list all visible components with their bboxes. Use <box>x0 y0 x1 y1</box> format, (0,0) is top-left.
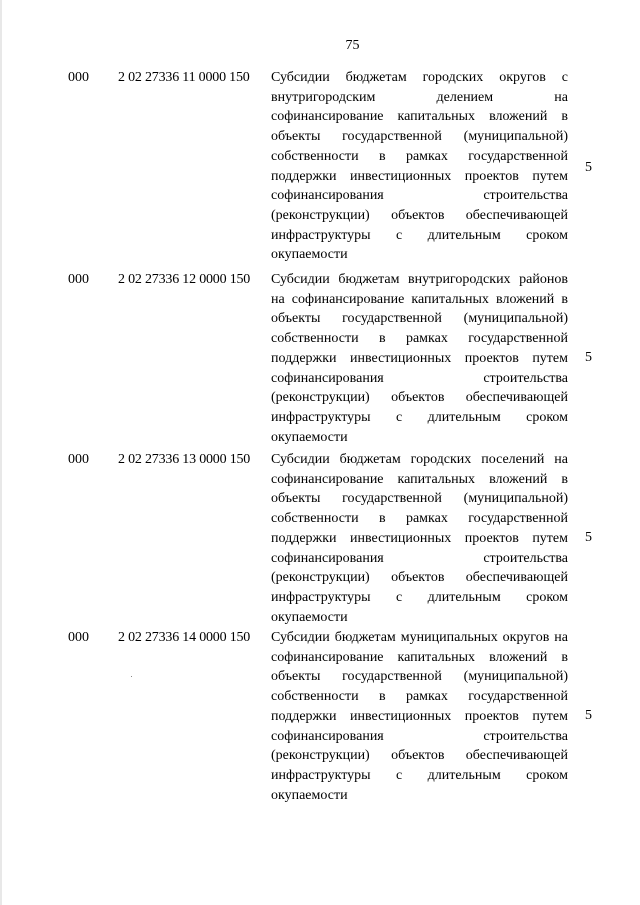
admin-code: 000 <box>68 452 89 467</box>
scan-speck <box>131 676 132 677</box>
kbk-code: 2 02 27336 12 0000 150 <box>118 272 251 287</box>
kbk-code: 2 02 27336 11 0000 150 <box>118 70 250 85</box>
page-edge <box>0 0 2 905</box>
income-name: Субсидии бюджетам городских поселений на софинансирование капитальных вложений в объекты государственной (муниципальной) собственности в рамках государственной поддержки инвестиционных проектов путем софинансирования строительства (реконструкции) объектов обеспечивающей инфраструктуры с длительным сроком окупаемости <box>271 452 568 625</box>
income-name: Субсидии бюджетам внутригородских районов на софинансирование капитальных вложений в объекты государственной (муниципальной) собственности в рамках государственной поддержки инвестиционных проектов путем софинансирования строительства (реконструкции) объектов обеспечивающей инфраструктуры с длительным сроком окупаемости <box>271 272 568 445</box>
norm-value: 5 <box>585 350 592 365</box>
norm-value: 5 <box>585 160 592 175</box>
norm-value: 5 <box>585 530 592 545</box>
admin-code: 000 <box>68 630 89 645</box>
kbk-code: 2 02 27336 13 0000 150 <box>118 452 251 467</box>
income-name: Субсидии бюджетам муниципальных округов на софинансирование капитальных вложений в объекты государственной (муниципальной) собственности в рамках государственной поддержки инвестиционных проектов путем софинансирования строительства (реконструкции) объектов обеспечивающей инфраструктуры с длительным сроком окупаемости <box>271 630 568 803</box>
income-name: Субсидии бюджетам городских округов с внутригородским делением на софинансирование капитальных вложений в объекты государственной (муниципальной) собственности в рамках государственной поддержки инвестиционных проектов путем софинансирования строительства (реконструкции) объектов обеспечивающей инфраструктуры с длительным сроком окупаемости <box>271 70 568 263</box>
page-number: 75 <box>345 38 360 53</box>
admin-code: 000 <box>68 272 89 287</box>
admin-code: 000 <box>68 70 89 85</box>
kbk-code: 2 02 27336 14 0000 150 <box>118 630 251 645</box>
norm-value: 5 <box>585 708 592 723</box>
